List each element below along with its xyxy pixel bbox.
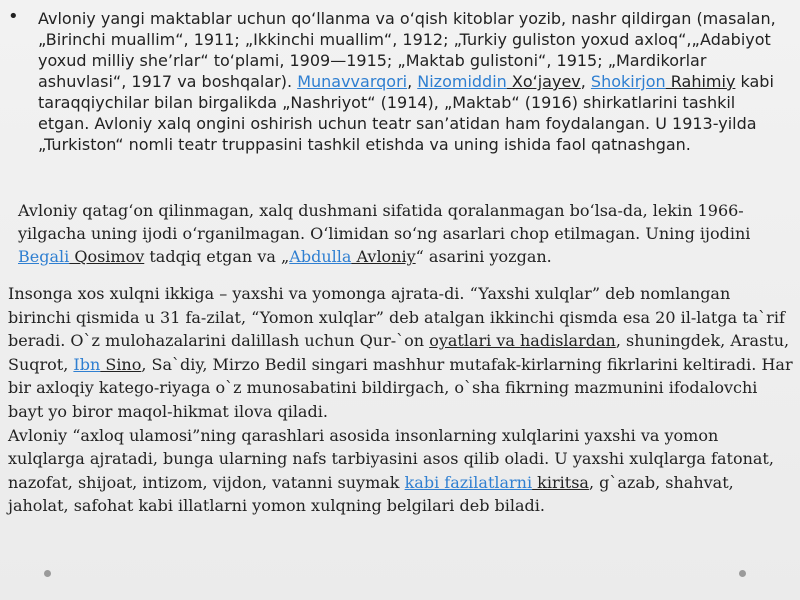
link-abdulla[interactable]: Abdulla: [289, 247, 352, 266]
text: Avloniy “axloq ulamosi”ning qarashlari asosida insonlarning xulqlarini yaxshi va yomon xulqlarga ajratadi, bunga ularning nafs tarbiyasini asos qilib oladi. U yaxshi xulqlarga fatonat, nazofat, shijoat, intizom, vijdon, vatanni suymak: [8, 425, 774, 492]
link-shokirjon[interactable]: Shokirjon: [590, 72, 666, 91]
underlined-text: kiritsa: [532, 472, 589, 492]
text: Avloniy yangi maktablar uchun qo‘llanma va o‘qish kitoblar yozib, nashr qildirgan (masalan, „Birinchi muallim“, 1911; „Ikkinchi muallim“, 1912; „Turkiy guliston yoxud axloq“,„Adabiyot yoxud milliy she’rlar“ to‘plami, 1909—1915; „Maktab gulistoni“, 1915; „Mardikorlar ashuvlasi“, 1917 va boshqalar).: [38, 9, 776, 91]
text: tadqiq etgan va „: [144, 247, 290, 266]
bullet-point: •: [8, 6, 19, 27]
link-kabi-fazilatlarni[interactable]: kabi fazilatlarni: [404, 472, 533, 492]
text: Avloniy qatag‘on qilinmagan, xalq dushmani sifatida qoralanmagan bo‘lsa-da, lekin 1966-yilgacha uning ijodi o‘rganilmagan. O‘limidan so‘ng asarlari chop etilmagan. Uning ijodini: [18, 201, 751, 243]
text: Insonga xos xulqni ikkiga – yaxshi va yomonga ajrata-di. “Yaxshi xulqlar” deb nomlangan birinchi qismida u 31 fa-zilat, “Yomon xulqlar” deb atalgan ikkinchi qismda esa 20 il-latga ta`rif beradi. O`z mulohazalarini dalillash uchun Qur-`on: [8, 284, 785, 351]
underlined-text: oyatlari va hadislardan: [429, 331, 616, 351]
text: ,: [407, 72, 418, 91]
paragraph-publications: [38, 8, 790, 155]
link-ibn[interactable]: Ibn: [73, 354, 101, 374]
text: , g`azab, shahvat, jaholat, safohat kabi illatlarni yomon xulqning belgilari deb biladi.: [8, 472, 734, 516]
underlined-text: Xo‘jayev: [506, 72, 581, 91]
underlined-text: Avloniy: [351, 247, 416, 266]
text: ,: [580, 72, 591, 91]
paragraph-ethics: [8, 282, 794, 518]
underlined-text: Rahimiy: [665, 72, 736, 91]
underlined-text: Qosimov: [69, 247, 145, 266]
text: , Sa`diy, Mirzo Bedil singari mashhur mutafak-kirlarning fikrlarini keltiradi. Har bir axloqiy katego-riyaga o`z munosabatini bildirgach, o`sha fikrning mazmunini ifodalovchi bayt yo biror maqol-hikmat ilova qiladi.: [8, 354, 793, 421]
link-munavvarqori[interactable]: Munavvarqori: [297, 72, 408, 91]
slide-dot-left: [44, 570, 51, 577]
slide-dot-right: [739, 570, 746, 577]
text: , shuningdek, Arastu, Suqrot,: [8, 331, 790, 374]
text: “ asarini yozgan.: [415, 247, 552, 266]
paragraph-legacy: [18, 199, 778, 268]
link-nizomiddin[interactable]: Nizomiddin: [417, 72, 507, 91]
link-begali[interactable]: Begali: [18, 247, 70, 266]
underlined-text: Sino: [100, 354, 142, 374]
text: kabi taraqqiychilar bilan birgalikda „Nashriyot“ (1914), „Maktab“ (1916) shirkatlarini tashkil etgan. Avloniy xalq ongini oshirish uchun teatr san’atidan ham foydalangan. U 1913-yilda „Turkiston“ nomli teatr truppasini tashkil etishda va uning ishida faol qatnashgan.: [38, 72, 774, 154]
